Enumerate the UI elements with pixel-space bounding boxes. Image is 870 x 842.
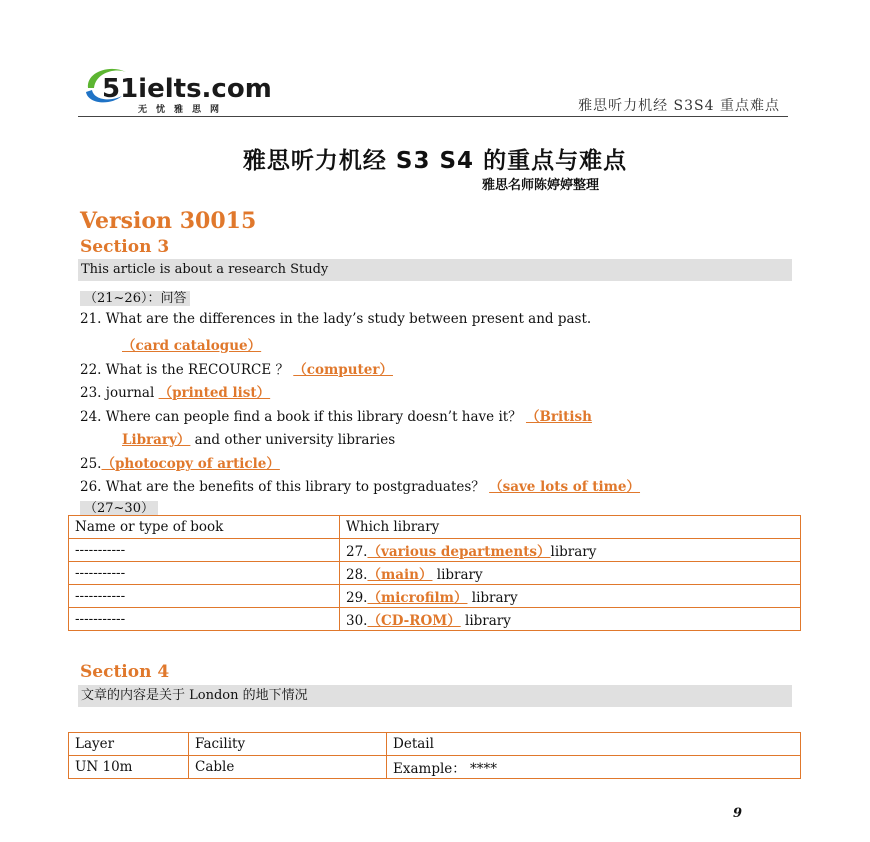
table-cell: -----------	[69, 585, 340, 608]
table-header-cell: Facility	[189, 733, 387, 756]
logo-subtext: 无忧雅思网	[138, 105, 229, 115]
question-22	[80, 358, 393, 378]
table-row	[69, 608, 801, 631]
q22-text: 22. What is the RECOURCE ？	[80, 362, 289, 378]
q26-text: 26. What are the benefits of this library to postgraduates？	[80, 479, 485, 495]
table-cell: -----------	[69, 608, 340, 631]
question-26	[80, 475, 640, 495]
a21-answer: （card catalogue）	[122, 338, 262, 354]
table-header-row	[69, 516, 801, 539]
table-header-cell: Layer	[69, 733, 189, 756]
page-title: 雅思听力机经 S3 S4 的重点与难点	[242, 148, 628, 174]
table-cell	[340, 562, 801, 585]
table-header-cell: Detail	[387, 733, 801, 756]
row-tail: library	[460, 613, 511, 629]
range2-label: （27~30）	[80, 501, 158, 516]
version-heading: Version 30015	[80, 208, 257, 234]
q24-tail: and other university libraries	[190, 432, 396, 448]
header-divider	[78, 116, 788, 117]
table-cell	[340, 539, 801, 562]
q25-text: 25.	[80, 456, 102, 472]
section3-range2	[80, 497, 158, 516]
row-answer: （microfilm）	[367, 590, 468, 606]
table-cell: UN 10m	[69, 756, 189, 779]
row-tail: library	[467, 590, 518, 606]
section4-heading: Section 4	[80, 662, 170, 682]
page-subtitle: 雅思名师陈婷婷整理	[482, 178, 600, 193]
a25-answer: （photocopy of article）	[101, 456, 280, 472]
answer-21	[122, 334, 261, 354]
q24-text: 24. Where can people find a book if this library doesn’t have it？	[80, 409, 522, 425]
table-cell	[340, 608, 801, 631]
row-number: 27.	[346, 544, 368, 560]
section3-topic-bar: This article is about a research Study	[78, 259, 792, 281]
row-tail: library	[432, 567, 483, 583]
table-header-cell: Which library	[340, 516, 801, 539]
question-21	[80, 311, 591, 327]
row-number: 29.	[346, 590, 368, 606]
question-24	[80, 405, 592, 425]
question-24-cont	[122, 428, 395, 448]
table-cell: Cable	[189, 756, 387, 779]
row-answer: （CD-ROM）	[367, 613, 461, 629]
table-cell: Example： ****	[387, 756, 801, 779]
table-row	[69, 562, 801, 585]
row-number: 30.	[346, 613, 368, 629]
table-row	[69, 585, 801, 608]
table-row	[69, 539, 801, 562]
row-number: 28.	[346, 567, 368, 583]
layer-table	[68, 732, 801, 779]
section3-heading: Section 3	[80, 237, 170, 257]
row-answer: （main）	[367, 567, 433, 583]
site-logo	[80, 62, 310, 115]
table-header-cell: Name or type of book	[69, 516, 340, 539]
section4-topic-bar: 文章的内容是关于 London 的地下情况	[78, 685, 792, 707]
logo-text: 51ielts.com	[102, 74, 272, 104]
header-title: 雅思听力机经 S3S4 重点难点	[578, 98, 780, 114]
a23-answer: （printed list）	[158, 385, 271, 401]
table-cell	[340, 585, 801, 608]
a24-answer-part2: Library）	[122, 432, 191, 448]
table-cell: -----------	[69, 562, 340, 585]
a22-answer: （computer）	[293, 362, 393, 378]
question-25	[80, 452, 280, 472]
page-number: 9	[733, 806, 743, 821]
table-row	[69, 756, 801, 779]
question-23	[80, 381, 270, 401]
range1-label: （21~26）：问答	[80, 291, 190, 306]
row-answer: （various departments）	[367, 544, 551, 560]
section3-range1	[80, 287, 190, 306]
library-table	[68, 515, 801, 631]
q23-text: 23. journal	[80, 385, 155, 401]
table-cell: -----------	[69, 539, 340, 562]
a26-answer: （save lots of time）	[489, 479, 641, 495]
a24-answer-part1: （British	[525, 409, 592, 425]
row-tail: library	[550, 544, 597, 560]
table-header-row	[69, 733, 801, 756]
q21-text: 21. What are the differences in the lady’s study between present and past.	[80, 311, 592, 327]
